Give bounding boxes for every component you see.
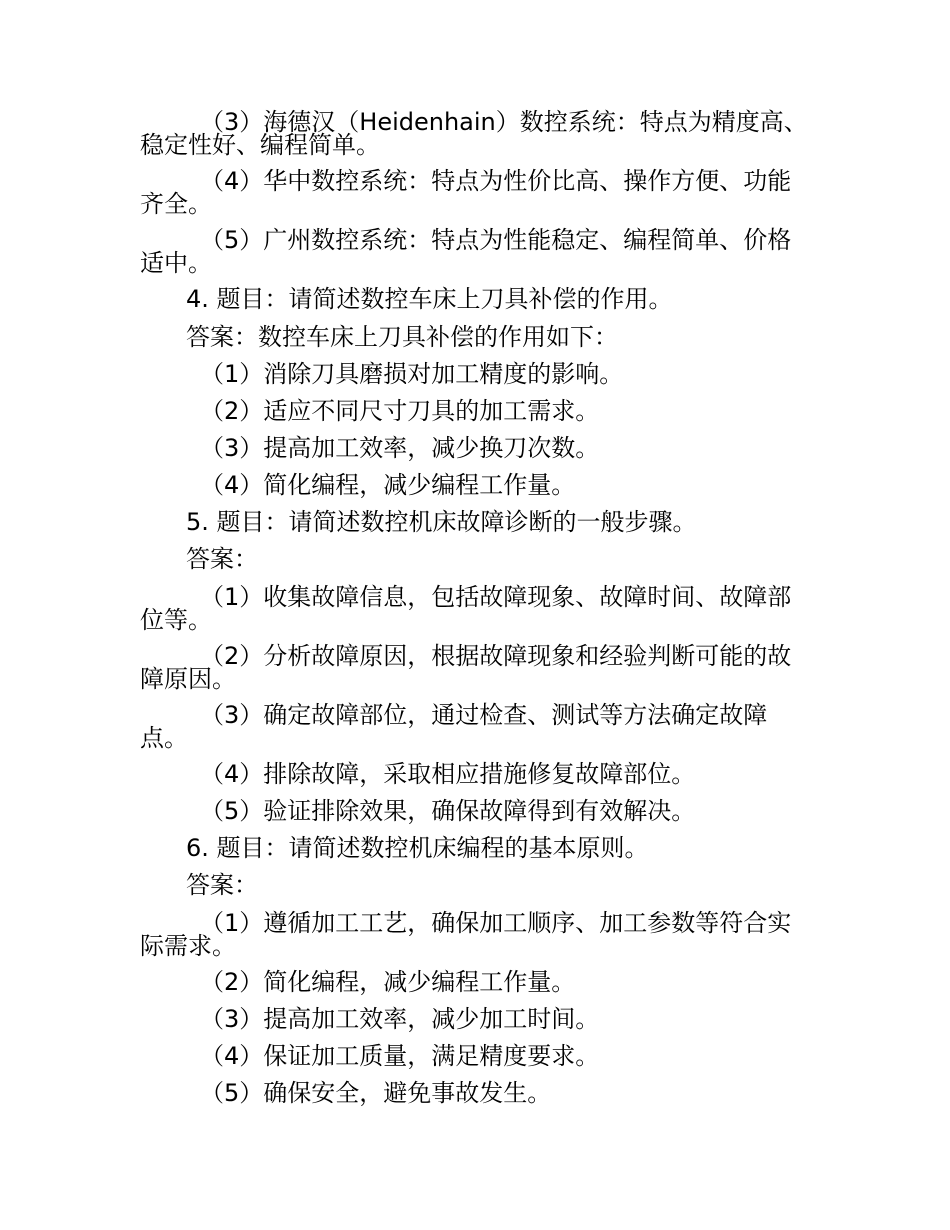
- text-line: （1）收集故障信息，包括故障现象、故障时间、故障部: [200, 583, 792, 611]
- text-line: 点。: [140, 724, 188, 752]
- text-line: （1）消除刀具磨损对加工精度的影响。: [200, 360, 624, 388]
- text-line: 齐全。: [140, 190, 212, 218]
- text-line: （2）适应不同尺寸刀具的加工需求。: [200, 397, 600, 425]
- text-line: 际需求。: [140, 932, 236, 960]
- text-line: （2）简化编程，减少编程工作量。: [200, 968, 576, 996]
- text-line: （5）广州数控系统：特点为性能稳定、编程简单、价格: [200, 226, 792, 254]
- answer-label: 答案：: [186, 871, 258, 899]
- text-line: （4）保证加工质量，满足精度要求。: [200, 1042, 600, 1070]
- text-line: （3）确定故障部位，通过检查、测试等方法确定故障: [200, 701, 768, 729]
- text-line: （3）提高加工效率，减少换刀次数。: [200, 434, 600, 462]
- answer-label: 答案：数控车床上刀具补偿的作用如下：: [186, 323, 618, 351]
- question-heading: 5. 题目：请简述数控机床故障诊断的一般步骤。: [186, 508, 697, 536]
- text-line: （5）确保安全，避免事故发生。: [200, 1079, 552, 1107]
- question-heading: 4. 题目：请简述数控车床上刀具补偿的作用。: [186, 285, 673, 313]
- text-line: 适中。: [140, 249, 212, 277]
- text-line: （4）排除故障，采取相应措施修复故障部位。: [200, 760, 696, 788]
- question-heading: 6. 题目：请简述数控机床编程的基本原则。: [186, 834, 649, 862]
- text-line: （4）简化编程，减少编程工作量。: [200, 471, 576, 499]
- text-line: （3）提高加工效率，减少加工时间。: [200, 1005, 600, 1033]
- text-line: （3）海德汉（Heidenhain）数控系统：特点为精度高、: [200, 108, 808, 136]
- text-line: （5）验证排除效果，确保故障得到有效解决。: [200, 797, 696, 825]
- text-line: （1）遵循加工工艺，确保加工顺序、加工参数等符合实: [200, 909, 792, 937]
- text-line: （4）华中数控系统：特点为性价比高、操作方便、功能: [200, 167, 792, 195]
- text-line: （2）分析故障原因，根据故障现象和经验判断可能的故: [200, 642, 792, 670]
- text-line: 稳定性好、编程简单。: [140, 131, 380, 159]
- answer-label: 答案：: [186, 545, 258, 573]
- text-line: 位等。: [140, 606, 212, 634]
- text-line: 障原因。: [140, 665, 236, 693]
